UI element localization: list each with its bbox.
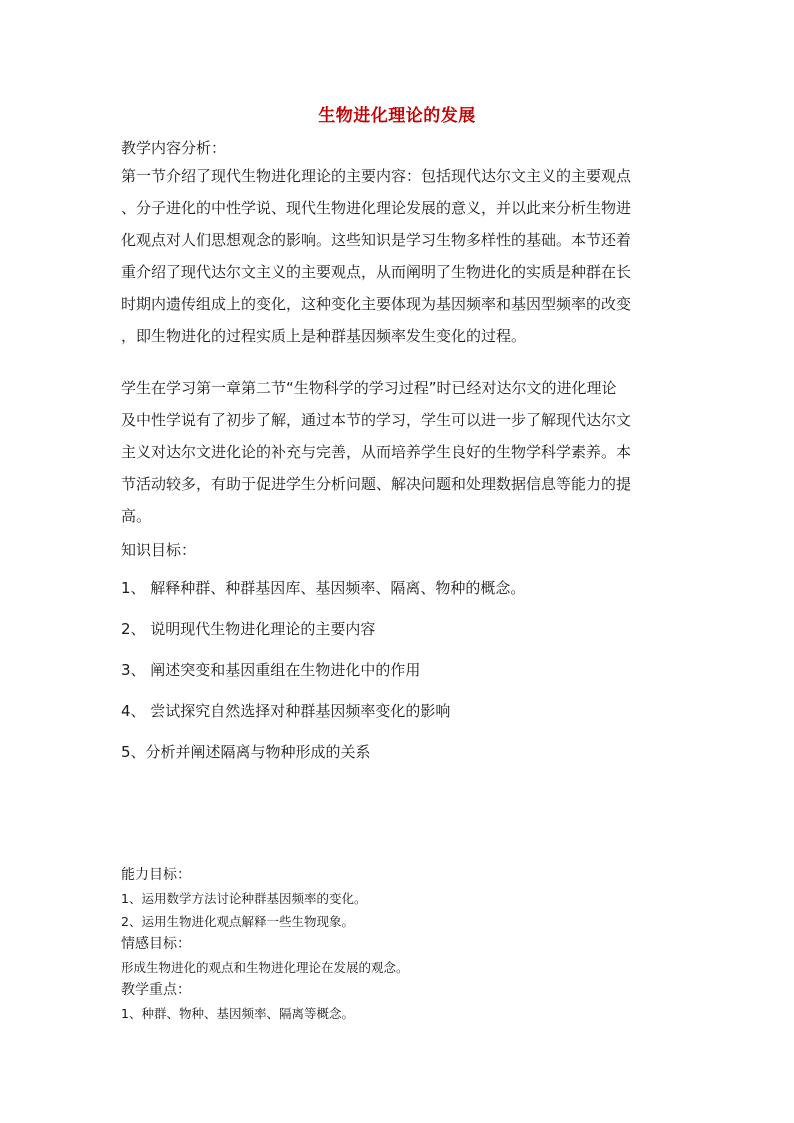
paragraph-content-analysis [121,160,681,352]
section-label-emotion-goals: 情感目标： [121,936,191,952]
document-body [121,136,681,764]
paragraph-spacer [121,352,681,372]
paragraph-line: 、分子进化的中性学说、现代生物进化理论发展的意义，并以此来分析生物进 [121,199,632,217]
list-item: 3、 阐述突变和基因重组在生物进化中的作用 [121,661,421,679]
list-item: 5、分析并阐述隔离与物种形成的关系 [121,743,371,761]
list-item: 1、运用数学方法讨论种群基因频率的变化。 [121,891,367,906]
section-label-content-analysis: 教学内容分析： [121,139,227,157]
list-item: 1、 解释种群、种群基因库、基因频率、隔离、物种的概念。 [121,579,526,597]
paragraph-line: 节活动较多，有助于促进学生分析问题、解决问题和处理数据信息等能力的提 [121,475,632,493]
section-label-ability-goals: 能力目标： [121,867,191,883]
paragraph-line: 学生在学习第一章第二节“生物科学的学习过程”时已经对达尔文的进化理论 [121,379,617,397]
section-label-teaching-focus: 教学重点： [121,982,191,998]
emotion-goal-text: 形成生物进化的观点和生物进化理论在发展的观念。 [121,960,409,975]
paragraph-line: 主义对达尔文进化论的补充与完善，从而培养学生良好的生物学科学素养。本 [121,443,632,461]
list-item: 2、运用生物进化观点解释一些生物现象。 [121,914,354,929]
paragraph-line: 重介绍了现代达尔文主义的主要观点，从而阐明了生物进化的实质是种群在长 [121,263,632,281]
paragraph-line: 及中性学说有了初步了解，通过本节的学习，学生可以进一步了解现代达尔文 [121,411,632,429]
list-item: 4、 尝试探究自然选择对种群基因频率变化的影响 [121,702,451,720]
section-label-knowledge-goals: 知识目标： [121,541,197,559]
knowledge-goals-list [121,576,681,764]
paragraph-line: 化观点对人们思想观念的影响。这些知识是学习生物多样性的基础。本节还着 [121,231,632,249]
document-title: 生物进化理论的发展 [318,106,476,126]
paragraph-line: ，即生物进化的过程实质上是种群基因频率发生变化的过程。 [121,327,527,345]
goals-summary-block [121,864,681,1025]
list-item: 1、种群、物种、基因频率、隔离等概念。 [121,1006,354,1021]
paragraph-student-background [121,372,681,532]
list-item: 2、 说明现代生物进化理论的主要内容 [121,620,376,638]
paragraph-line: 第一节介绍了现代生物进化理论的主要内容：包括现代达尔文主义的主要观点 [121,167,632,185]
paragraph-line: 高。 [121,507,152,525]
paragraph-line: 时期内遗传组成上的变化，这种变化主要体现为基因频率和基因型频率的改变 [121,295,632,313]
